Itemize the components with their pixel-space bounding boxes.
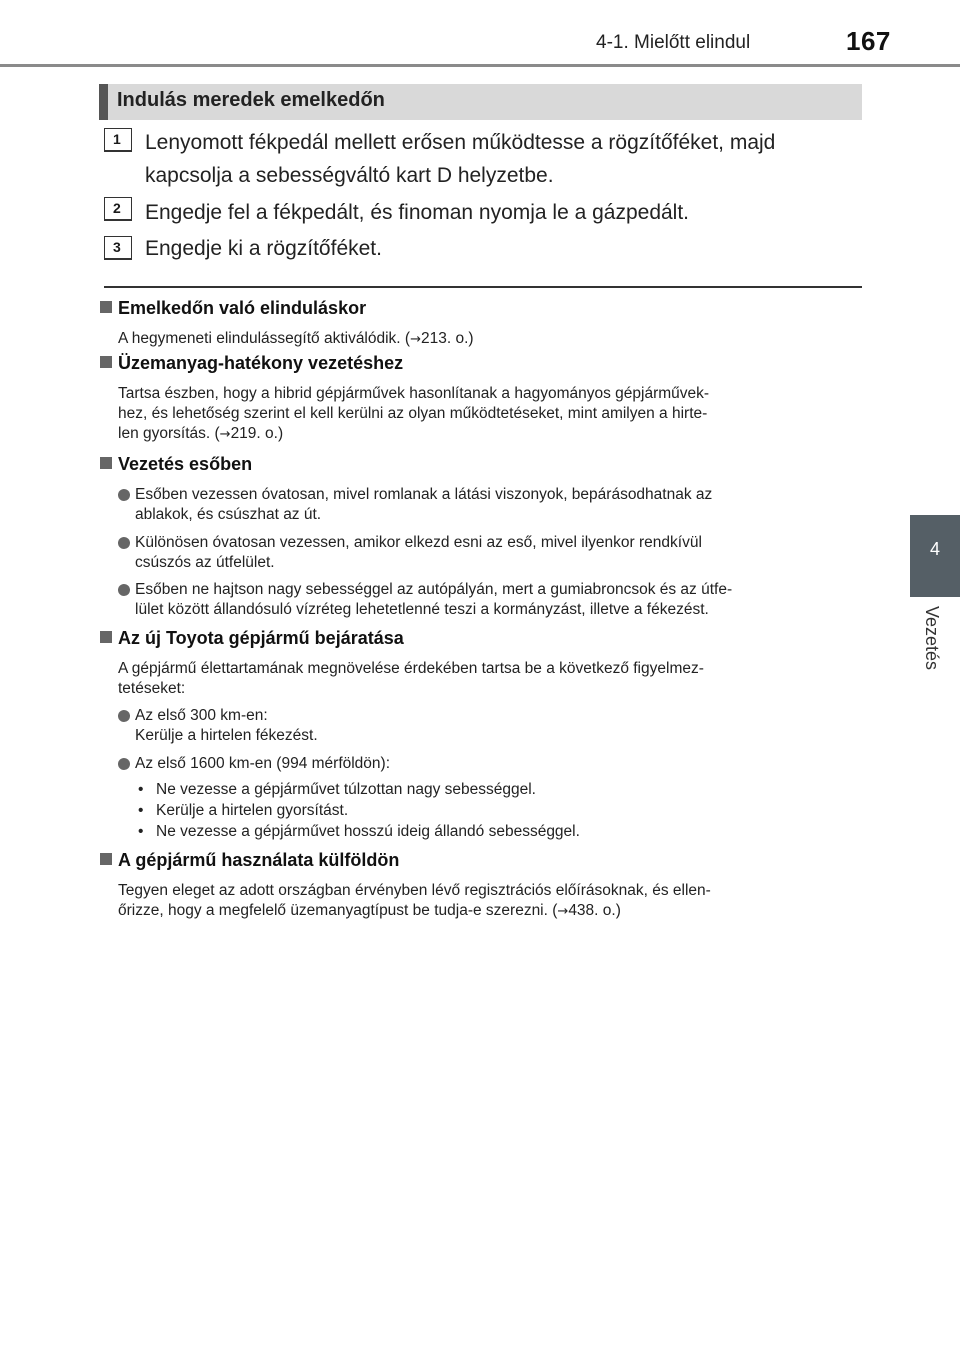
chapter-number: 4 <box>929 539 940 559</box>
square-bullet-icon <box>100 356 112 368</box>
square-bullet-icon <box>100 853 112 865</box>
section-heading-uphill: Emelkedőn való elinduláskor <box>100 298 366 319</box>
arrow-right-icon: → <box>557 904 569 919</box>
step-1-line-1: Lenyomott fékpedál mellett erősen működtesse a rögzítőféket, majd <box>145 131 776 154</box>
circle-bullet-icon <box>118 710 130 722</box>
circle-bullet-icon <box>118 584 130 596</box>
square-bullet-icon <box>100 301 112 313</box>
chapter-label: Vezetés <box>922 606 942 671</box>
square-bullet-icon <box>100 457 112 469</box>
step-number-1: 1 <box>104 128 132 150</box>
square-bullet-icon <box>100 631 112 643</box>
circle-bullet-icon <box>118 489 130 501</box>
section-intro-break-in: A gépjármű élettartamának megnövelése érdekében tartsa be a következő figyelmez- tetéseket: <box>118 660 704 697</box>
sub-list-item: • Ne vezesse a gépjárművet túlzottan nagy sebességgel. <box>138 781 536 798</box>
section-heading-rain: Vezetés esőben <box>100 454 252 475</box>
section-text-uphill: A hegymeneti elindulássegítő aktiválódik. (→213. o.) <box>118 330 474 347</box>
step-2-text: Engedje fel a fékpedált, és finoman nyomja le a gázpedált. <box>145 201 690 224</box>
arrow-right-icon: → <box>410 332 421 347</box>
list-item: Esőben ne hajtson nagy sebességgel az autópályán, mert a gumiabroncsok és az útfe- lület között állandósuló vízréteg lehetetlenné teszi a kormányzást, illetve a fékezést. <box>118 580 860 620</box>
chapter-tab[interactable] <box>910 515 960 597</box>
step-number-3: 3 <box>104 236 132 258</box>
list-item: Esőben vezessen óvatosan, mivel romlanak a látási viszonyok, bepárásodhatnak az ablakok, és csúszhat az út. <box>118 485 860 525</box>
arrow-right-icon: → <box>219 427 231 442</box>
heading-accent-bar <box>99 84 108 120</box>
circle-bullet-icon <box>118 537 130 549</box>
page-reference-link[interactable]: 213. o.) <box>421 330 474 347</box>
section-text-abroad: Tegyen eleget az adott országban érvényben lévő regisztrációs előírásoknak, és ellen- őrizze, hogy a megfelelő üzemanyagtípust be tudja-e szerezni. (→438. o.) <box>118 882 711 919</box>
list-item: Az első 300 km-en: Kerülje a hirtelen fékezést. <box>118 706 860 746</box>
sub-list-item: • Kerülje a hirtelen gyorsítást. <box>138 802 349 819</box>
procedure-title: Indulás meredek emelkedőn <box>117 89 385 111</box>
procedure-heading <box>99 84 862 120</box>
section-heading-break-in: Az új Toyota gépjármű bejáratása <box>100 628 404 649</box>
page-reference-link[interactable]: 219. o.) <box>230 425 284 442</box>
page-reference-link[interactable]: 438. o.) <box>568 902 621 919</box>
step-1-line-2: kapcsolja a sebességváltó kart D helyzetbe. <box>145 164 554 187</box>
chapter-label-container <box>916 606 946 690</box>
section-heading-fuel: Üzemanyag-hatékony vezetéshez <box>100 353 403 374</box>
section-divider <box>104 286 862 288</box>
step-3-text: Engedje ki a rögzítőféket. <box>145 237 382 260</box>
section-heading-abroad: A gépjármű használata külföldön <box>100 850 399 871</box>
section-title: 4-1. Mielőtt elindul <box>596 32 751 53</box>
list-item: Különösen óvatosan vezessen, amikor elkezd esni az eső, mivel ilyenkor rendkívül csúszós az útfelület. <box>118 533 860 573</box>
step-number-2: 2 <box>104 197 132 219</box>
page-number: 167 <box>846 26 891 56</box>
header-divider <box>0 64 960 67</box>
sub-list-item: • Ne vezesse a gépjárművet hosszú ideig állandó sebességgel. <box>138 823 580 840</box>
section-text-fuel: Tartsa észben, hogy a hibrid gépjárművek hasonlítanak a hagyományos gépjárművek- hez, és lehetőség szerint el kell kerülni az olyan működtetéseket, mint amilyen a hirte- len gyorsítás. (→219. o.) <box>118 385 710 442</box>
list-item: Az első 1600 km-en (994 mérföldön): <box>118 754 860 774</box>
circle-bullet-icon <box>118 758 130 770</box>
